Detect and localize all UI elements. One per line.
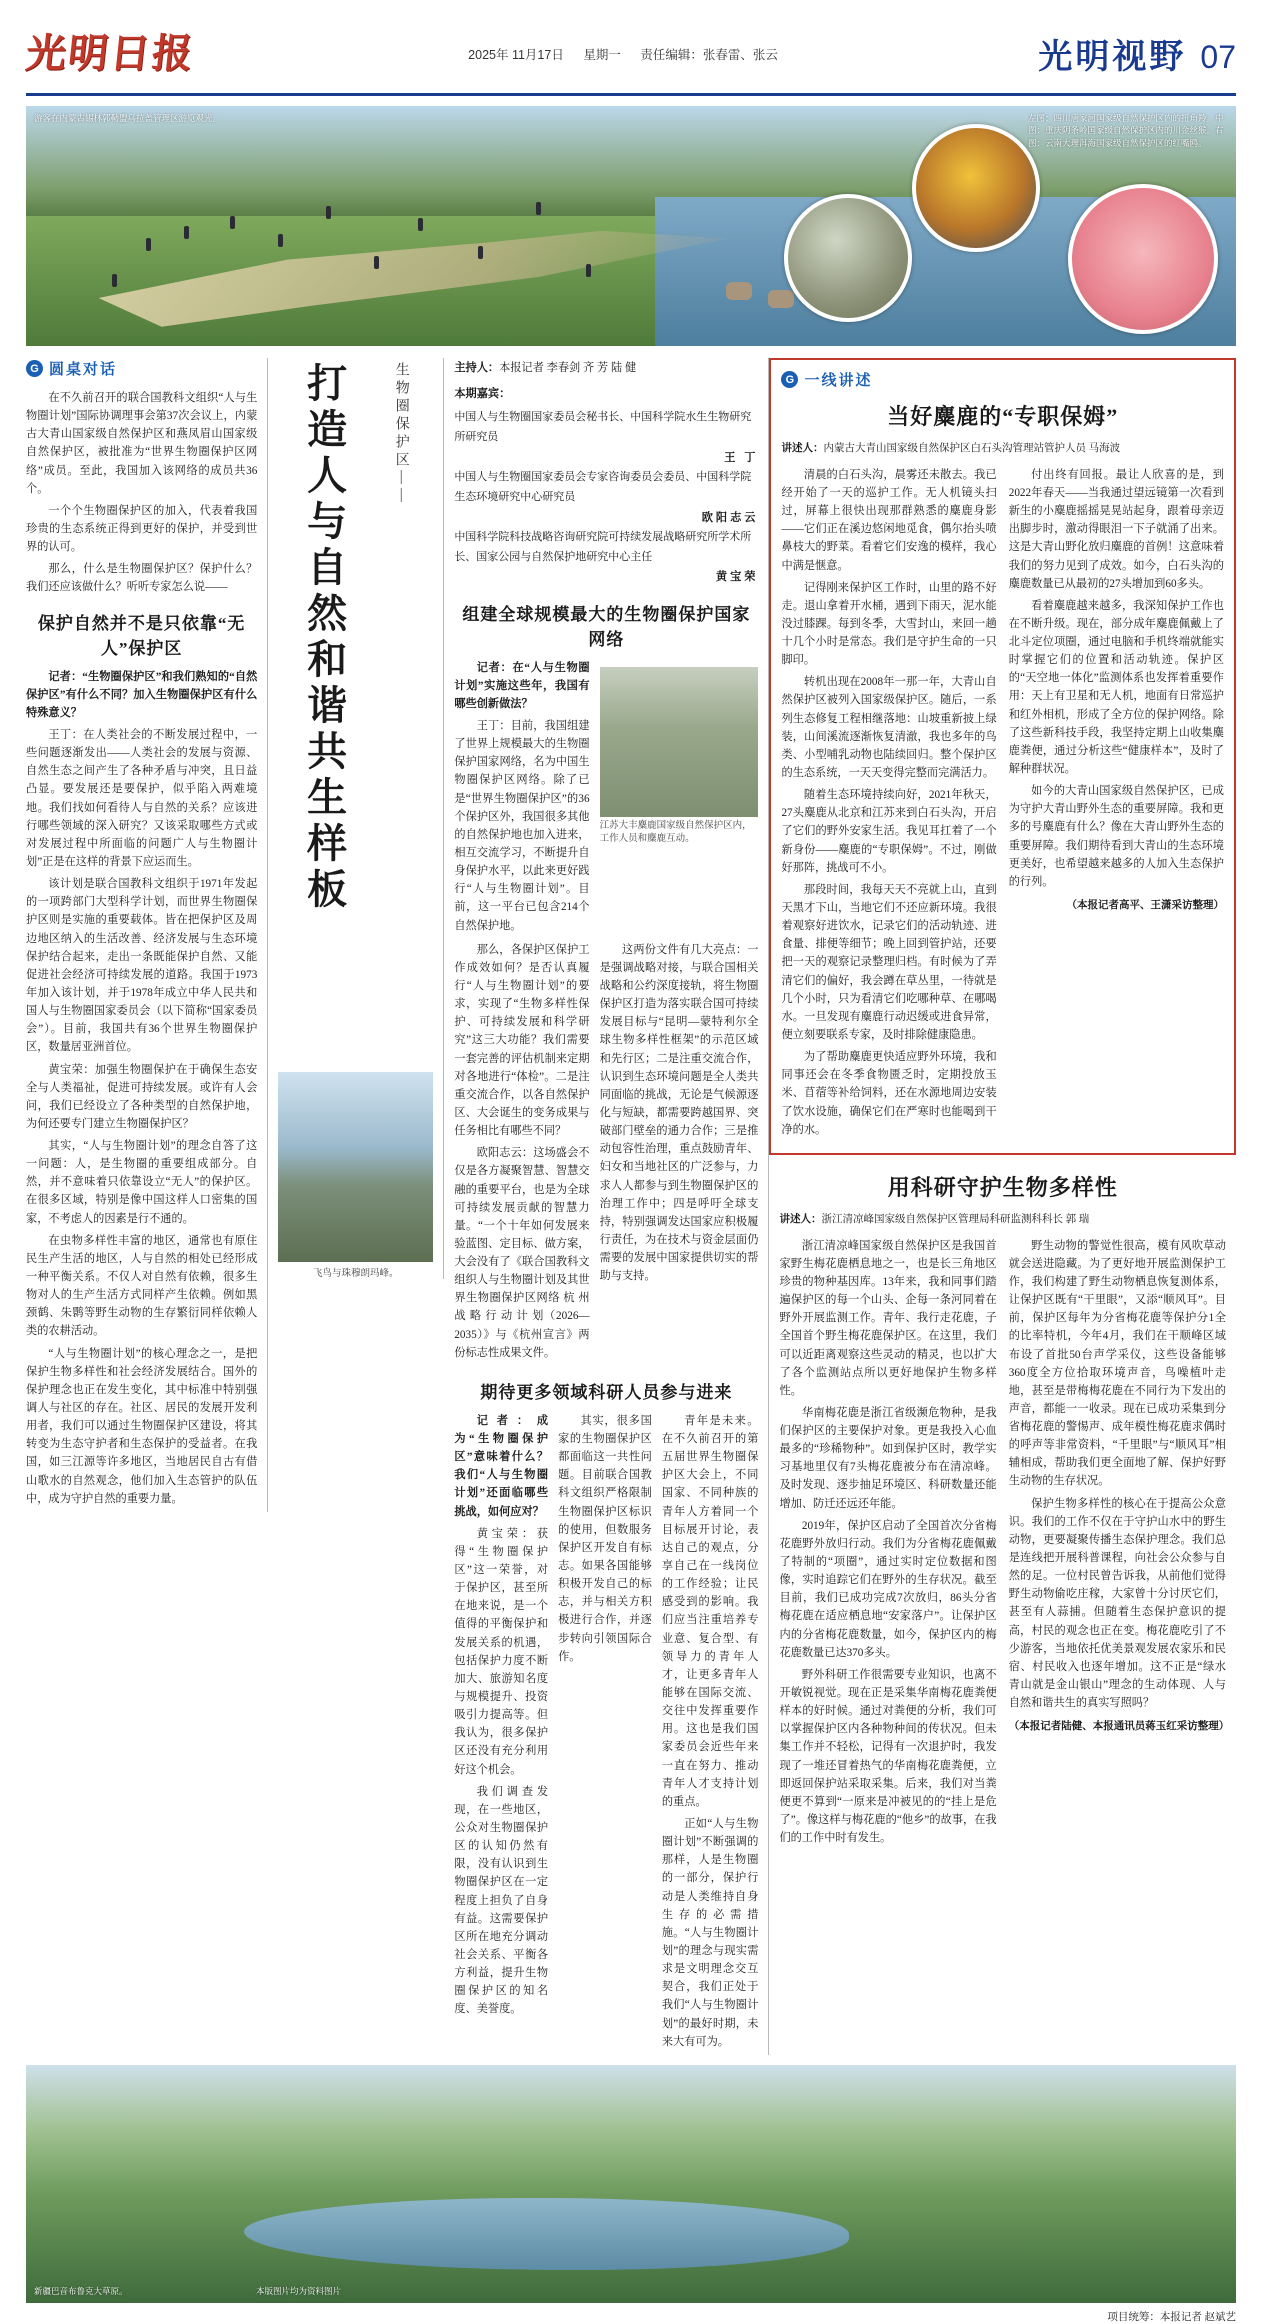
frontline-tag — [781, 369, 1224, 390]
guest-name: 王 丁 — [724, 451, 759, 464]
figure-milu-deer — [600, 667, 759, 847]
section-title: 光明视野 — [1038, 39, 1187, 76]
photo-person — [184, 226, 189, 239]
science-paragraph: 野外科研工作很需要专业知识，也离不开敏锐视觉。现在正是采集华南梅花鹿粪便样本的好时候。通过对粪便的分析，我们可以掌握保护区内各种物种间的传状况。但未集工作并不轻松，记得有一次退护时，我发现了一堆还冒着热气的华南梅花鹿粪便，立即返回保护站采取采集。后来，我们对当粪便更不算到“一原来是冲被见的的“挂上是危了”。像这样与梅花鹿的“他乡”的故事，在我们的工作中时有发生。 — [779, 1668, 997, 1845]
section-heading-2: 组建全球规模最大的生物圈保护国家网络 — [462, 604, 751, 649]
science-story-teller — [769, 1212, 1236, 1229]
figure-bird-everest — [278, 1072, 433, 1279]
frontline-title: 当好麋鹿的“专职保姆” — [887, 404, 1119, 429]
guest-desc: 中国人与生物圈国家委员会专家咨询委员会委员、中国科学院生态环境研究中心研究员 — [454, 471, 752, 503]
newspaper-logo: 光明日报 — [23, 30, 197, 76]
host-block — [454, 358, 758, 588]
panorama-caption: 新疆巴音布鲁克大草原。 — [34, 2285, 128, 2296]
main-content — [26, 358, 1236, 2055]
teller-name: 浙江清凉峰国家级自然保护区管理局科研监测科科长 郭 瑞 — [821, 1213, 1090, 1225]
qa-answer: 我们调查发现，在一些地区，公众对生物圈保护区的认知仍然有限，没有认识到生物圈保护区在一定程度上担负了自身有益。这需要保护区所在地充分调动社会关系、平衡各方利益，提升生物圈保护区的知名度、美誉度。 — [454, 1785, 549, 2016]
top-photo-band — [26, 106, 1236, 346]
roundtable-tag — [26, 358, 257, 379]
frontline-paragraph: 清晨的白石头沟，晨雾还未散去。我已经开始了一天的巡护工作。无人机镜头扫过，屏幕上很快出现那群熟悉的麋鹿身影——它们正在溪边悠闲地觅食，偶尔抬头喷鼻枝大的野菜。看着它们安逸的模样，我心中满是惬意。 — [781, 468, 997, 572]
page-number: 07 — [1200, 39, 1236, 75]
frontline-tag-label: 一线讲述 — [804, 373, 873, 389]
guest-desc: 中国人与生物圈国家委员会秘书长、中国科学院水生生物研究所研究员 — [454, 411, 752, 444]
photo-person — [478, 246, 483, 259]
frontline-paragraph: 付出终有回报。最让人欣喜的是，到2022年春天——当我通过望远镜第一次看到新生的小麋鹿摇摇晃晃站起身，跟着母亲迈出脚步时，激动得眼泪一下子就涌了出来。这是大青山野化放归麋鹿的首例！这意味着我们的努力见到了成效。如今，白石头沟的麋鹿数量已从最初的27头增加到60多头。 — [1008, 468, 1224, 590]
photo-person — [374, 256, 379, 269]
issue-weekday: 星期一 — [583, 47, 621, 62]
guest-label: 本期嘉宾： — [454, 388, 511, 401]
qa-answer: 该计划是联合国教科文组织于1971年发起的一项跨部门大型科学计划，而世界生物圈保护区则是实施的重要载体。皆在把保护区及周边地区纳入的生活改善、经济发展与生态环境保护结合起来，走出一条既能保护自然、又能促进社会经济可持续发展的道路。我国于1973年加入该计划，并于1978年成立中华人民共和国人与生物圈国家委员会（以下简称“国家委员会”）。目前，我国共有36个世界生物圈保护区，数量居亚洲首位。 — [26, 878, 258, 1054]
lead-paragraph: 那么，什么是生物圈保护区？保护什么？我们还应该做什么？听听专家怎么说—— — [26, 563, 258, 594]
photo-caption-right: 左图：四川唐家河国家级自然保护区内的扭角羚。中图：重庆阴条岭国家级自然保护区内的川金丝猴。右图：云南大理洱海国家级自然保护区的红嘴鸥。 — [1028, 113, 1224, 148]
photo-person — [112, 274, 117, 287]
masthead-section — [1038, 29, 1236, 78]
qa-answer: 黄宝荣：获得“生物圈保护区”这一荣誉，对于保护区，甚至所在地来说，是一个值得的平衡保护和发展关系的机遇，包括保护力度不断加大、旅游知名度与规模提升、投资吸引力提高等。但我认为，很多保护区还没有充分利用好这个机会。 — [454, 1527, 549, 1776]
guest-entry — [454, 528, 758, 588]
photo-animal — [726, 282, 752, 300]
column-1 — [26, 358, 268, 1512]
guest-name: 黄宝荣 — [715, 571, 759, 584]
photo-person — [230, 216, 235, 229]
photo-person — [536, 202, 541, 215]
photo-animal — [768, 290, 794, 308]
photo-person — [278, 234, 283, 247]
issue-date: 2025年 11月17日 — [468, 47, 564, 62]
masthead-meta — [468, 45, 794, 63]
frontline-paragraph: 转机出现在2008年一那一年，大青山自然保护区被列入国家级保护区。随后，一系列生态修复工程相继落地：山坡重新披上绿装，山间溪流逐渐恢复清澈，我也多年的鸟类、小型哺乳动物也陆续回归。整个保护区的生态系统，一天天变得完整而完满活力。 — [781, 676, 997, 780]
host-label: 主持人： — [454, 362, 500, 374]
section-heading-1: 保护自然并不是只依靠“无人”保护区 — [37, 613, 246, 658]
frontline-signature: （本报记者高平、王潇采访整理） — [1066, 900, 1224, 912]
teller-label: 讲述人： — [779, 1213, 822, 1225]
photo-person — [326, 206, 331, 219]
frontline-paragraph: 记得刚来保护区工作时，山里的路不好走。退山拿着开水桶，遇到下雨天，泥水能没过膝踝。每到冬季，大雪封山，来回一趟十几个小时是常态。我们是守护生命的一只脚印。 — [781, 581, 997, 667]
figure-bird-everest-caption: 飞鸟与珠穆朗玛峰。 — [313, 1269, 399, 1279]
inset-photo-takin — [784, 194, 912, 322]
guangming-g-icon: G — [26, 360, 43, 377]
frontline-paragraph: 看着麋鹿越来越多，我深知保护工作也在不断升级。现在，部分成年麋鹿佩戴上了北斗定位项圈，通过电脑和手机终端就能实时掌握它们的位置和活动轨迹。保护区的“天空地一体化”监测体系也发挥着重要作用：天上有卫星和无人机，地面有日常巡护和红外相机，形成了全方位的保护网络。除了这些新科技手段，我坚持定期上山收集麋鹿粪便，通过分析这些“健康样本”，及时了解种群状况。 — [1008, 599, 1224, 776]
frontline-teller — [781, 441, 1224, 458]
science-paragraph: 野生动物的警觉性很高，模有风吹草动就会送进隐藏。为了更好地开展监测保护工作，我们构建了野生动物栖息恢复测体系，让保护区既有“干里眼”，又添“顺风耳”。目前，保护区每年为分省梅花鹿等保护分1全的比率特机，今年4月，我们在干顺峰区域布设了首批50台声学采仪，这些设备能够360度全方位拾取环境声音，鸟噪植叶走地，甚至是带梅梅花鹿在不同行为下发出的声音，都能一一收录。现在已成功采集到分省梅花鹿的警惕声、成年模性梅花鹿求偶时的呼声等非常资料，“千里眼”与“顺风耳”相辅相成，帮助我们更全面地了解、保护好野生动物的生存状况。 — [1008, 1239, 1226, 1488]
footer-planner — [26, 2309, 1236, 2324]
frontline-paragraph: 如今的大青山国家级自然保护区，已成为守护大青山野外生态的重要屏障。我和更多的号麋鹿有什么？像在大青山野外生态的重要屏障。我们期待看到大青山的生态环境更美好，也希望越来越多的人加入生态保护的行列。 — [1008, 785, 1224, 888]
headline-vertical: 打造人与自然和谐共生样板 — [301, 362, 347, 914]
qa-answer: 正如“人与生物圈计划”不断强调的那样，人是生物圈的一部分，保护行动是人类维持自身生存的必需措施。“人与生物圈计划”的理念与现实需求是文明理念交互契合，我们正处于我们“人与生物圈计划”的最好时期，未来大有可为。 — [661, 1818, 759, 2048]
teller-name: 内蒙古大青山国家级自然保护区白石头沟管理站管护人员 马海波 — [823, 443, 1121, 454]
qa-answer: 青年是未来。在不久前召开的第五届世界生物圈保护区大会上，不同国家、不同种族的青年人方着同一个目标展开讨论，表达自己的观点，分享自己在一线岗位的工作经验；让民感受到的影响。我们应当注重培养专业意、复合型、有领导力的青年人才，让更多青年人能够在国际交流、交往中发挥重要作用。这也是我们国家委员会近些年来一直在努力、推动青年人才支持计划的重点。 — [661, 1414, 759, 1808]
frontline-paragraph: 那段时间，我每天天不亮就上山，直到天黑才下山，当地它们不还应新环境。我很着观察好进饮水，记录它们的活动轨迹、进食量、排便等细节；晚上回到管护站，还要把一天的观察记录整理归档。有时候为了弄清它们的偏好，我会蹲在草丛里，一待就是几个小时，只为看清它们吃哪种草、在哪喝水。一旦发现有麋鹿行动迟缓或进食异常，便立刻要联系专家，及时排除健康隐患。 — [781, 883, 997, 1042]
guest-entry — [454, 408, 758, 468]
column-3 — [444, 358, 769, 2055]
qa-answer: 欧阳志云：这场盛会不仅是各方凝聚智慧、智慧交融的重要平台，也是为全球可持续发展贡献的智慧力量。“一个十年如何发展来验蓝图、定目标、做方案，大会没有了《联合国教科文组织人与生物圈计划及其世界生物圈保护区网络 杭 州 战 略 行 动 计 划（2026—2035）》与《杭州宣言》两份标志性成果文件。 — [454, 1147, 590, 1359]
host-names: 本报记者 李春剑 齐 芳 陆 健 — [499, 362, 637, 374]
qa-answer: 在虫物多样性丰富的地区，通常也有原住民生产生活的地区，人与自然的相处已经形成一种平衡关系。不仅人对自然有依赖，很多生物对人的生产生活方式同样产生依赖。例如黑颈鹤、朱鹮等野生动物的生存繁衍同样依赖人类的农耕活动。 — [26, 1234, 258, 1338]
frontline-story-box — [769, 358, 1236, 1155]
bottom-panorama-photo — [26, 2065, 1236, 2303]
column-2-title — [268, 358, 444, 1279]
figure-milu-deer-caption: 江苏大丰麋鹿国家级自然保护区内，工作人员和麋鹿互动。 — [599, 820, 752, 844]
frontline-paragraph: 为了帮助麋鹿更快适应野外环境，我和同事还会在冬季食物匮乏时，定期投放玉米、苜蓿等补给饲料，还在水源地周边安装了饮水设施，确保它们在严寒时也能喝到干净的水。 — [781, 1051, 997, 1136]
guest-desc: 中国科学院科技战略咨询研究院可持续发展战略研究所学术所长、国家公园与自然保护地研究中心主任 — [454, 530, 752, 563]
lead-paragraph: 一个个生物圈保护区的加入，代表着我国珍贵的生态系统正得到更好的保护，并受到世界的认可。 — [26, 504, 258, 554]
qa-question: 记者：在“人与生物圈计划”实施这些年，我国有哪些创新做法？ — [454, 661, 590, 710]
guest-entry — [454, 468, 758, 528]
qa-answer: 其实，“人与生物圈计划”的理念自答了这一问题：人，是生物圈的重要组成部分。自然，并不意味着只依靠设立“无人”的保护区。在很多区域，特别是像中国这样人口密集的国家，不考虑人的因素是行不通的。 — [26, 1140, 258, 1225]
photo-person — [586, 264, 591, 277]
issue-editor: 责任编辑：张春雷、张云 — [640, 47, 778, 62]
masthead — [23, 14, 1236, 96]
figure-bird-everest-image — [278, 1072, 433, 1262]
guest-name: 欧阳志云 — [701, 511, 759, 524]
qa-answer: 王丁：在人类社会的不断发展过程中，一些问题逐渐发出——人类社会的发展与资源、自然生态之间产生了各种矛盾与冲突，且日益凸显。要发展还是要保护，似乎陷入两难境地。我们找如何看待人与自然的关系？应该进行哪些领域的深入研究？又该采取哪些方式或对发展过程中所面临的问题广人与生物圈计划”正是在这样的背景下应运而生。 — [26, 728, 258, 868]
photo-caption-left: 游客在内蒙古锡林郭勒盟乌拉盖管理区游览观光。 — [34, 113, 222, 123]
figure-milu-deer-image — [600, 667, 759, 817]
planner-label: 项目统筹： — [1107, 2311, 1160, 2323]
host-line — [454, 358, 758, 378]
qa-answer: 黄宝荣：加强生物圈保护在于确保生态安全与人类福祉，促进可持续发展。或许有人会问，我们已经设立了各种类型的自然保护地，为何还要专门建立生物圈保护区？ — [26, 1063, 258, 1130]
qa-answer: 这两份文件有几大亮点：一是强调战略对接，与联合国相关战略和公约深度接轨，将生物圈保护区打造为落实联合国可持续发展目标与“昆明—蒙特利尔全球生物多样性框架”的示范区域和先行区；二是注重交流合作，认识到生态环境问题是全人类共同面临的挑战，无论是气候源逐化与短缺，都需要跨越国界、突破部门壁垒的通力合作；三是推动包容性治理，重点鼓励青年、妇女和当地社区的广泛参与，力求人人都参与到生物圈保护区的治理工作中；四是呼吁全球支持，特别强调发达国家应积极履行责任，为在技术与资金层面仍需要的发展中国家提供切实的帮助与支持。 — [599, 943, 759, 1283]
newspaper-page — [0, 14, 1262, 2323]
qa-answer: 其实，很多国家的生物圈保护区都面临这一共性问题。目前联合国教科文组织严格限制生物圈保护区标识的使用，但数服务保护区开发自有标志。如果各国能够积极开发自己的标志，并与相关方积极进行合作，并逐步转向引领国际合作。 — [558, 1414, 652, 1663]
photo-person — [418, 218, 423, 231]
science-paragraph: 华南梅花鹿是浙江省级濒危物种，是我们保护区的主要保护对象。更是我投入心血最多的“珍稀物种”。如到保护区时，教学实习基地里仅有7头梅花鹿被分布在清凉峰。及时发现、逐步抽足环境区、科研数量还能增加、防迁还远还年能。 — [779, 1406, 997, 1510]
qa-answer: 那么，各保护区保护工作成效如何？是否认真履行“人与生物圈计划”的要求，实现了“生物多样性保护、可持续发展和科学研究”这三大功能？我们需要一套完善的评估机制来定期对各地进行“体检”。二是注重交流合作，以各自然保护区、大会诞生的变务成果与任务相比有哪些不同？ — [454, 943, 590, 1138]
lead-paragraph: 在不久前召开的联合国教科文组织“人与生物圈计划”国际协调理事会第37次会议上，内蒙古大青山国家级自然保护区和燕凤眉山国家级自然保护区，被批准为“世界生物圈保护区网络”成员。至此，我国加入该网络的成员共36个。 — [26, 392, 258, 495]
headline-kicker: 生物圈保护区—— — [393, 362, 409, 506]
right-block — [769, 358, 1236, 1851]
planner-name: 本报记者 赵斌艺 — [1159, 2311, 1236, 2323]
science-story-heading: 用科研守护生物多样性 — [887, 1174, 1118, 1200]
science-paragraph: 浙江清凉峰国家级自然保护区是我国首家野生梅花鹿栖息地之一，也是长三角地区珍贵的物种基因库。13年来，我和同事们踏遍保护区的每一个山头、企每一条河同着在野外开展监测工作。青年、我行走花鹿，子全国首个野生梅花鹿保护区。在这里，我们可以近距离观察这些灵动的精灵，也以扩大了各个监测站点所以更好地保护生物多样性。 — [779, 1239, 997, 1397]
qa-question: 记者：成为“生物圈保护区”意味着什么？我们“人与生物圈计划”还面临哪些挑战，如何应对？ — [454, 1414, 549, 1518]
panorama-credit: 本版图片均为资料图片 — [256, 2285, 342, 2296]
inset-photo-gulls — [1068, 184, 1218, 334]
science-paragraph: 保护生物多样性的核心在于提高公众意识。我们的工作不仅在于守护山水中的野生动物，更要凝聚传播生态保护理念。我们总是连线把开展科普课程，向社会公众参与自然的足。一位村民曾告诉我，从前他们觉得野生动物偷吃庄稼，大家曾十分讨厌它们，甚至有人蒜捕。但随着生态保护意识的提高，村民的观念也正在变。梅花鹿吃引了不少游客，当地依托优美景观发展农家乐和民宿、村民收入也逐年增加。这不正是“绿水青山就是金山银山”理念的生动体现、人与自然和谐共生的真实写照吗？ — [1008, 1497, 1226, 1710]
roundtable-tag-label: 圆桌对话 — [49, 362, 118, 378]
qa-question: 记者：“生物圈保护区”和我们熟知的“自然保护区”有什么不同？加入生物圈保护区有什么特殊意义？ — [26, 670, 258, 719]
frontline-paragraph: 随着生态环境持续向好，2021年秋天，27头麋鹿从北京和江苏来到白石头沟，开启了它们的野外安家生活。我见耳扛着了一个新身份——麋鹿的“专职保姆”。不过，刚做好那阵，挑战可不小。 — [781, 789, 997, 874]
panorama-lake — [244, 2198, 849, 2269]
qa-answer: “人与生物圈计划”的核心理念之一，是把保护生物多样性和社会经济发展结合。国外的保护理念也正在发生变化，其中标准中特别强调人与社区的存在。社区、居民的发展开发利用者，我们可以通过生物圈保护区建设，将其转变为生态守护者和生态保护的受益者。在我国，如三江源等许多地区，当地居民自古有借山歌水的自然观念，他们加入生态管护的队伍中，成为守护自然的重要力量。 — [26, 1347, 258, 1505]
science-paragraph: 2019年，保护区启动了全国首次分省梅花鹿野外放归行动。我们为分省梅花鹿佩戴了特制的“项圈”，通过实时定位数据和图像，实时追踪它们在野外的生存状况。截至目前，我们已成功完成7次放归，86头分省梅花鹿在适应栖息地“安家落户”。让保护区内的分省梅花鹿数量，如今，保护区内的梅花鹿数量已达370多头。 — [779, 1519, 997, 1659]
photo-person — [146, 238, 151, 251]
teller-label: 讲述人： — [781, 443, 824, 454]
guangming-g-icon: G — [781, 371, 798, 388]
qa-answer: 王丁：目前，我国组建了世界上规模最大的生物圈保护国家网络，名为中国生物圈保护区网络。除了已是“世界生物圈保护区”的36个保护区外，我国很多其他的自然保护地也加入进来，相互交流学习，不断提升自身保护水平，以此来更好践行“人与生物圈计划”。目前，这一平台已包含214个自然保护地。 — [454, 719, 590, 932]
inset-photo-golden-monkey — [912, 124, 1040, 252]
section-heading-3: 期待更多领域科研人员参与进来 — [480, 1382, 733, 1402]
science-signature: （本报记者陆健、本报通讯员蒋玉红采访整理） — [1008, 1721, 1230, 1733]
